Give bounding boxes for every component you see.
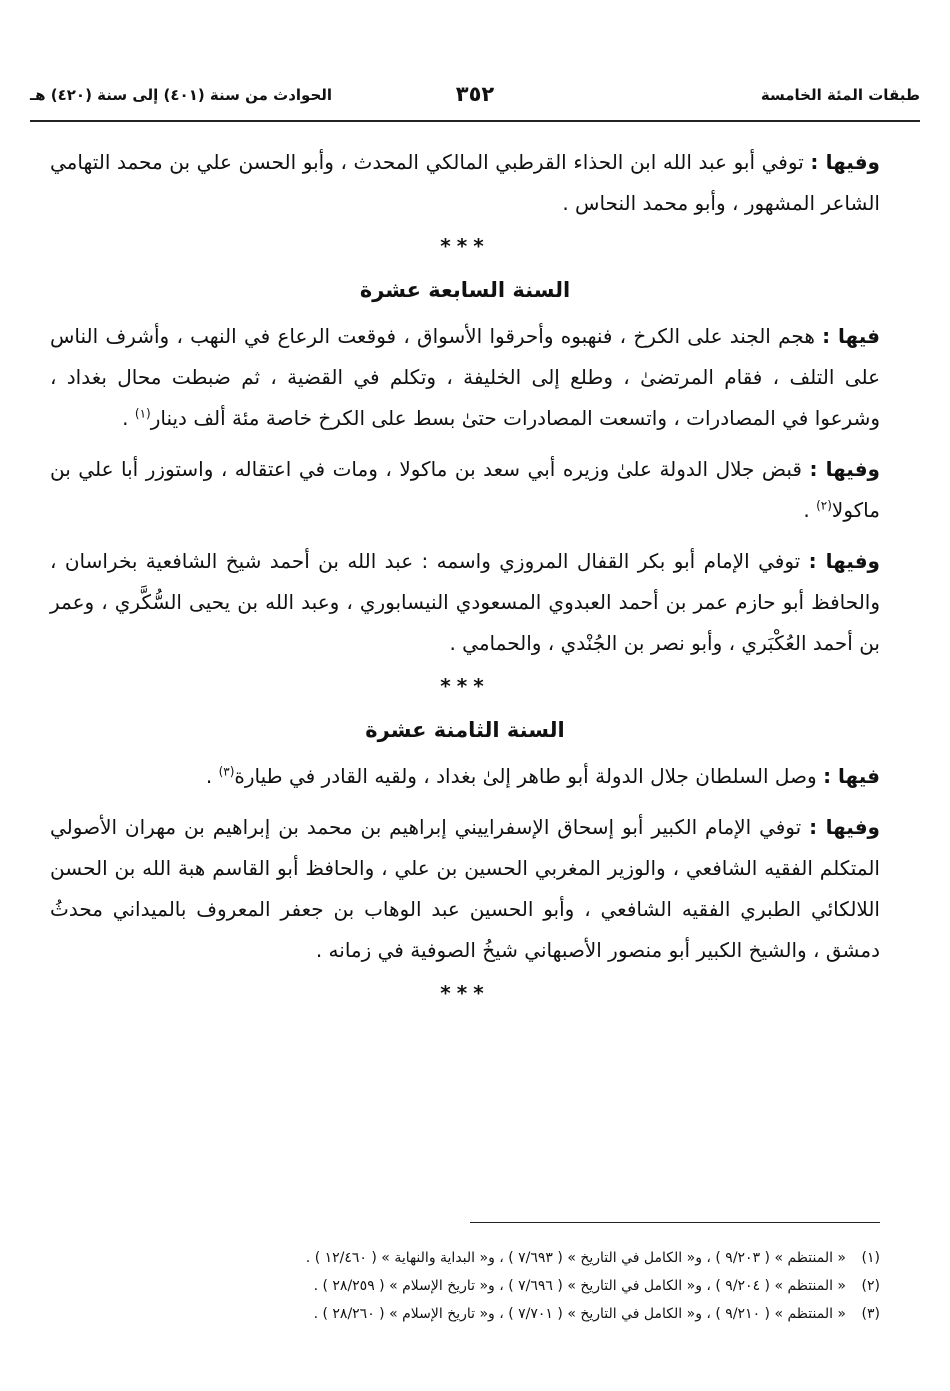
paragraph-lead: فيها : (823, 764, 880, 788)
footnote-ref-2[interactable]: (٢) (816, 498, 832, 513)
footnote-text: « المنتظم » ( ٩/٢٠٤ ) ، و« الكامل في التاريخ » ( ٧/٦٩٦ ) ، و« تاريخ الإسلام » ( ٢٨/٢٥٩ ) . (313, 1278, 846, 1294)
year-heading-18: السنة الثامنة عشرة (365, 718, 565, 742)
section-divider: *** (440, 981, 490, 1005)
paragraph-text: وصل السلطان جلال الدولة أبو طاهر إلىٰ بغداد ، ولقيه القادر في طيارة (234, 764, 824, 788)
paragraph-5 (50, 756, 880, 797)
footnote-3 (50, 1300, 880, 1328)
section-divider: *** (440, 234, 490, 258)
paragraph-1 (50, 142, 880, 224)
footnote-1 (50, 1244, 880, 1272)
footnote-number: (١) (861, 1250, 880, 1266)
paragraph-6 (50, 807, 880, 971)
paragraph-4 (50, 541, 880, 664)
paragraph-lead: وفيها : (808, 549, 880, 573)
paragraph-end: . (205, 764, 219, 788)
page-number: ٣٥٢ (455, 82, 495, 106)
year-heading-17: السنة السابعة عشرة (359, 278, 571, 302)
paragraph-3 (50, 449, 880, 531)
book-title: طبقات المئة الخامسة (760, 86, 920, 104)
paragraph-text: توفي الإمام الكبير أبو إسحاق الإسفراييني إبراهيم بن محمد بن إبراهيم بن مهران الأصولي المتكلم الفقيه الشافعي ، والوزير المغربي الحسين بن علي ، والحافظ أبو القاسم هبة الله بن الحسن اللالكائي الطبري الفقيه الشافعي ، وأبو الحسين عبد الوهاب بن جعفر المعروف بالميداني محدثُ دمشق ، والشيخ الكبير أبو منصور الأصبهاني شيخُ الصوفية في زمانه . (50, 815, 880, 962)
section-range: الحوادث من سنة (٤٠١) إلى سنة (٤٢٠) هـ (30, 86, 333, 104)
footnote-text: « المنتظم » ( ٩/٢١٠ ) ، و« الكامل في التاريخ » ( ٧/٧٠١ ) ، و« تاريخ الإسلام » ( ٢٨/٢٦٠ ) . (313, 1306, 846, 1322)
paragraph-2 (50, 316, 880, 439)
footnote-number: (٢) (861, 1278, 880, 1294)
footnote-ref-1[interactable]: (١) (134, 406, 151, 421)
paragraph-text: توفي الإمام أبو بكر القفال المروزي واسمه : عبد الله بن أحمد شيخ الشافعية بخراسان ، والحافظ أبو حازم عمر بن أحمد العبدوي المسعودي النيسابوري ، وعبد الله بن يحيى السُّكَّري ، وعمر بن أحمد العُكْبَري ، وأبو نصر بن الجُنْدي ، والحمامي . (50, 549, 880, 655)
paragraph-text: هجم الجند على الكرخ ، فنهبوه وأحرقوا الأسواق ، فوقعت الرعاع في النهب ، وأشرف الناس على التلف ، فقام المرتضىٰ ، وطلع إلى الخليفة ، وتكلم في القضية ، ثم ضبطت محال بغداد ، وشرعوا في المصادرات ، واتسعت المصادرات حتىٰ بسط على الكرخ خاصة مئة ألف دينار (50, 324, 880, 430)
footnote-rule (470, 1222, 880, 1223)
main-text (50, 142, 880, 1025)
footnote-number: (٣) (861, 1306, 880, 1322)
section-divider: *** (440, 674, 490, 698)
running-header (30, 84, 920, 122)
paragraph-text: توفي أبو عبد الله ابن الحذاء القرطبي المالكي المحدث ، وأبو الحسن علي بن محمد التهامي الشاعر المشهور ، وأبو محمد النحاس . (50, 150, 880, 215)
footnote-2 (50, 1272, 880, 1300)
paragraph-lead: وفيها : (809, 815, 880, 839)
paragraph-end: . (122, 406, 135, 430)
footnote-ref-3[interactable]: (٣) (218, 764, 235, 779)
paragraph-end: . (803, 498, 817, 522)
paragraph-lead: فيها : (822, 324, 880, 348)
footnote-text: « المنتظم » ( ٩/٢٠٣ ) ، و« الكامل في التاريخ » ( ٧/٦٩٣ ) ، و« البداية والنهاية » ( ١٢/٤٦٠ ) . (305, 1250, 846, 1266)
footnotes (50, 1244, 880, 1328)
paragraph-lead: وفيها : (810, 150, 880, 174)
paragraph-text: قبض جلال الدولة علىٰ وزيره أبي سعد بن ماكولا ، ومات في اعتقاله ، واستوزر أبا علي بن ماكولا (50, 457, 880, 522)
paragraph-lead: وفيها : (809, 457, 880, 481)
